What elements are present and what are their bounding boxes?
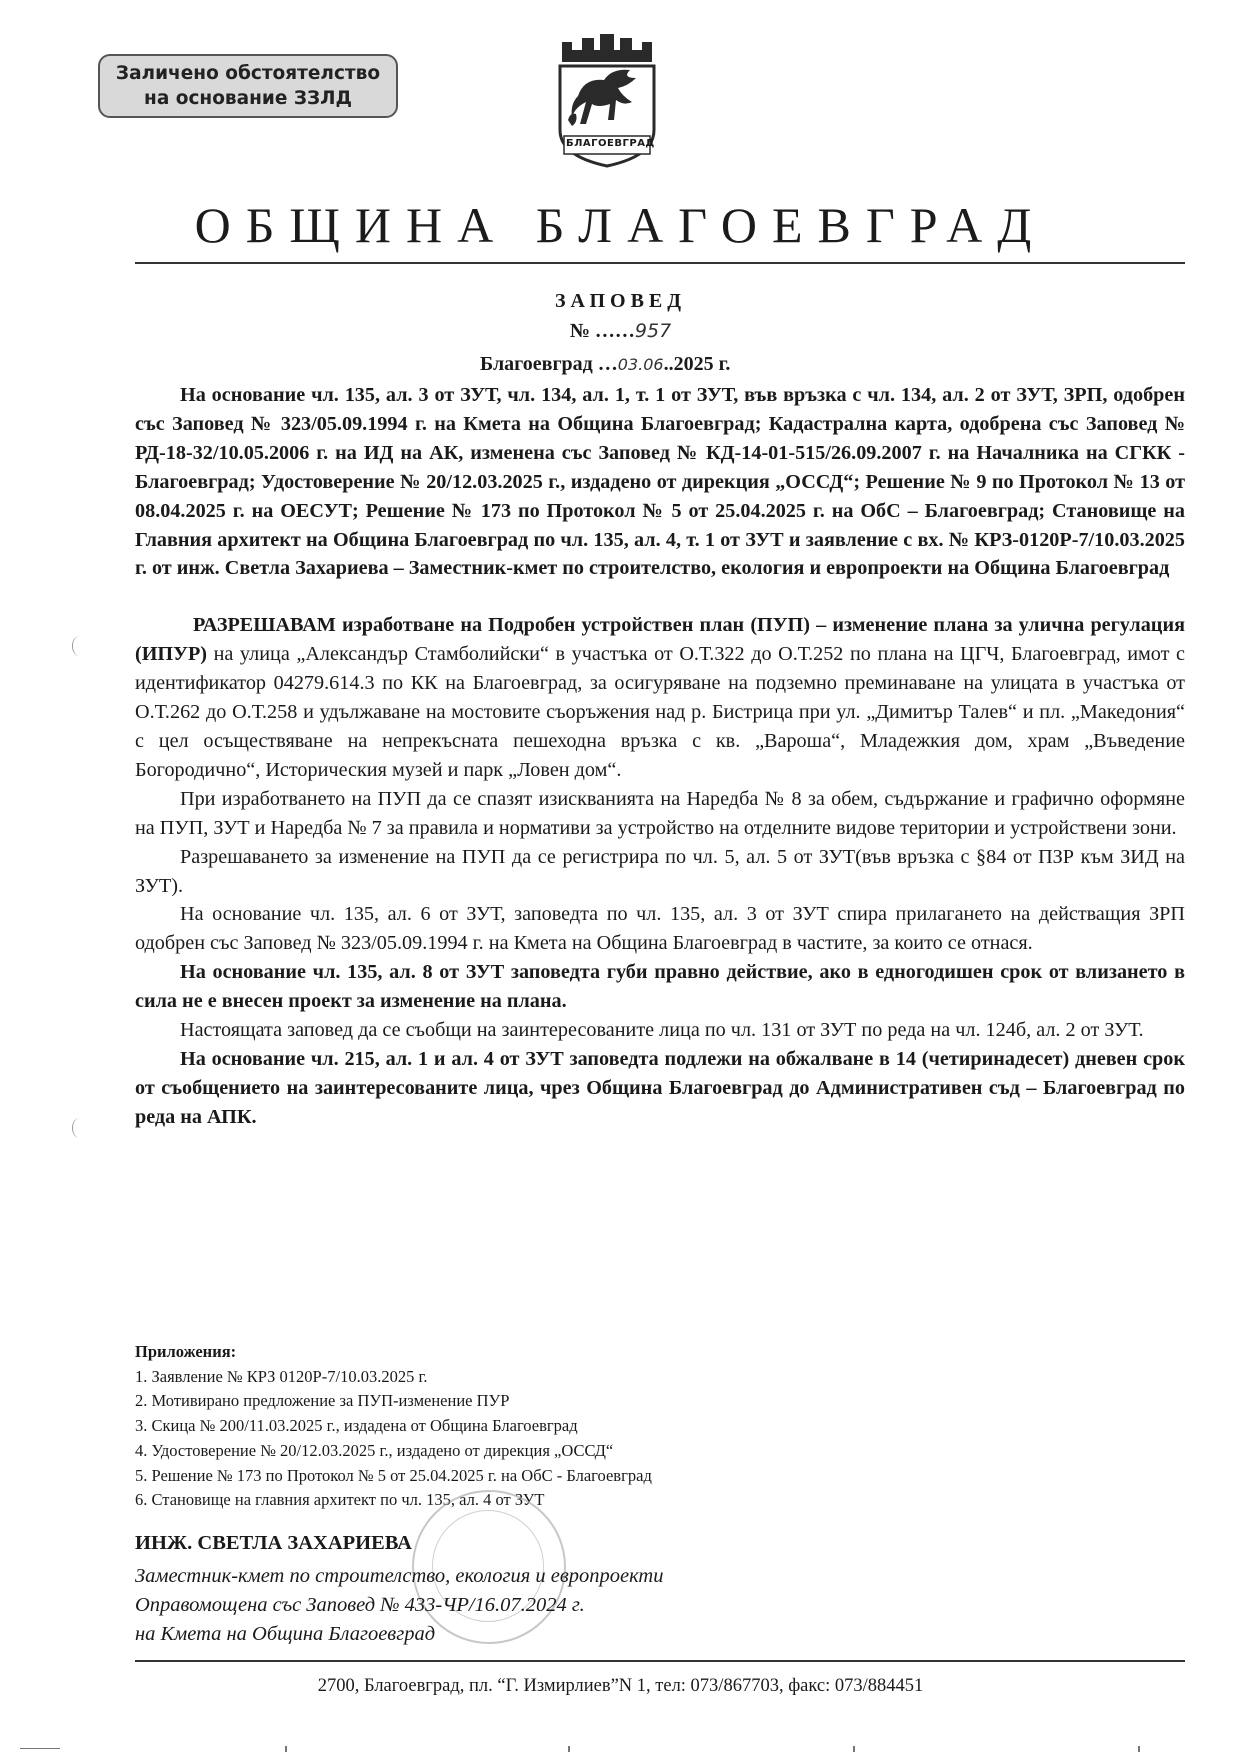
allow-text: на улица „Александър Стамболийски“ в участъка от О.Т.322 до О.Т.252 по плана на ЦГЧ, Благоевград, имот с идентификатор 04279.614.3 по КК на Благоевград, за осигуряване на подземно преминаване на улицата в участъка от О.Т.262 до О.Т.258 и удължаване на мостовите съоръжения над р. Бистрица при ул. „Димитър Талев“ и пл. „Македония“ с цел осъществяване на непрекъсната пешеходна връзка с кв. „Вароша“, Младежкия дом, храм „Въведение Богородично“, Историческия музей и парк „Ловен дом“. bbox=[135, 643, 1185, 781]
paragraph-5: На основание чл. 135, ал. 6 от ЗУТ, заповедта по чл. 135, ал. 3 от ЗУТ спира прилагането на действащия ЗРП одобрен със Заповед № 323/05.09.1994 г. на Кмета на Община Благоевград в частите, за които се отнася. bbox=[135, 903, 1185, 955]
signer-title-line: Заместник-кмет по строителство, екология и европроекти bbox=[135, 1565, 664, 1587]
attachments-heading: Приложения: bbox=[135, 1342, 237, 1361]
paragraph-8: На основание чл. 215, ал. 1 и ал. 4 от ЗУТ заповедта подлежи на обжалване в 14 (четиринадесет) дневен срок от съобщението на заинтересованите лица, чрез Община Благоевград до Административен съд – Благоевград по реда на АПК. bbox=[135, 1047, 1185, 1128]
signer-title-line: Оправомощена със Заповед № 433-ЧР/16.07.2024 г. bbox=[135, 1594, 585, 1616]
redaction-line-1: Заличено обстоятелство bbox=[115, 63, 381, 84]
paragraph-basis: На основание чл. 135, ал. 3 от ЗУТ, чл. 134, ал. 1, т. 1 от ЗУТ, във връзка с чл. 134, ал. 2 от ЗУТ, ЗРП, одобрен със Заповед № 323/05.09.1994 г. на Кмета на Община Благоевград; Кадастрална карта, одобрена със Заповед № РД-18-32/10.05.2006 г. на ИД на АК, изменена със Заповед № КД-14-01-515/26.09.2007 г. на Началника на СГКК - Благоевград; Удостоверение № 20/12.03.2025 г., издадено от дирекция „ОССД“; Решение № 9 по Протокол № 13 от 08.04.2025 г. на ОЕСУТ; Решение № 173 по Протокол № 5 от 25.04.2025 г. на ОбС – Благоевград; Становище на Главния архитект на Община Благоевград по чл. 135, ал. 4, т. 1 от ЗУТ и заявление с вх. № КРЗ-0120Р-7/10.03.2025 г. от инж. Светла Захариева – Заместник-кмет по строителство, екология и европроекти на Община Благоевград bbox=[135, 384, 1185, 580]
redaction-line-2: на основание ЗЗЛД bbox=[144, 88, 352, 109]
attachment-item: 4. Удостоверение № 20/12.03.2025 г., издадено от дирекция „ОССД“ bbox=[135, 1440, 614, 1460]
place-prefix: Благоевград … bbox=[480, 353, 618, 375]
header-divider bbox=[135, 262, 1185, 264]
order-place-date bbox=[480, 353, 730, 376]
paragraph-4: Разрешаването за изменение на ПУП да се регистрира по чл. 5, ал. 5 от ЗУТ(във връзка с §84 от ПЗР към ЗИД на ЗУТ). bbox=[135, 845, 1185, 897]
place-date: 03.06 bbox=[617, 355, 664, 374]
blagoevgrad-coat-of-arms-icon bbox=[548, 30, 666, 170]
org-name: ОБЩИНА БЛАГОЕВГРАД bbox=[194, 197, 1047, 253]
signer-name: ИНЖ. СВЕТЛА ЗАХАРИЕВА bbox=[135, 1532, 412, 1554]
document-title: ЗАПОВЕД bbox=[554, 290, 687, 312]
signer-titles bbox=[135, 1562, 663, 1649]
attachments-list bbox=[135, 1340, 935, 1513]
redaction-box bbox=[98, 54, 398, 118]
attachment-item: 3. Скица № 200/11.03.2025 г., издадена от Община Благоевград bbox=[135, 1416, 578, 1436]
paragraph-6: На основание чл. 135, ал. 8 от ЗУТ заповедта губи правно действие, ако в едногодишен срок от влизането в сила не е внесен проект за изменение на плана. bbox=[135, 961, 1185, 1013]
order-body bbox=[135, 381, 1185, 1132]
signer-title-line: на Кмета на Община Благоевград bbox=[135, 1623, 436, 1645]
order-number-value: 957 bbox=[634, 320, 672, 342]
allow-bold-part: РАЗРЕШАВАМ изработване на Подробен устройствен план (ПУП) – изменение плана за улична регулация (ИПУР) bbox=[135, 614, 1185, 666]
place-suffix: ..2025 г. bbox=[663, 353, 731, 375]
footer-address: 2700, Благоевград, пл. “Г. Измирлиев”N 1, тел: 073/867703, факс: 073/884451 bbox=[317, 1676, 924, 1696]
attachment-item: 6. Становище на главния архитект по чл. 135, ал. 4 от ЗУТ bbox=[135, 1490, 545, 1510]
order-number bbox=[0, 320, 1241, 343]
attachment-item: 1. Заявление № КРЗ 0120Р-7/10.03.2025 г. bbox=[135, 1366, 428, 1386]
paragraph-allow bbox=[135, 611, 1185, 784]
scan-mark bbox=[72, 636, 87, 656]
order-number-prefix: № …… bbox=[569, 320, 635, 342]
attachment-item: 5. Решение № 173 по Протокол № 5 от 25.04.2025 г. на ОбС - Благоевград bbox=[135, 1465, 652, 1485]
crest-caption: БЛАГОЕВГРАД bbox=[566, 138, 655, 149]
paragraph-3: При изработването на ПУП да се спазят изискванията на Наредба № 8 за обем, съдържание и графично оформяне на ПУП, ЗУТ и Наредба № 7 за правила и нормативи за устройство на отделните видове територии и устройствени зони. bbox=[135, 787, 1185, 839]
scan-mark bbox=[72, 1118, 87, 1138]
paragraph-7: Настоящата заповед да се съобщи на заинтересованите лица по чл. 131 от ЗУТ по реда на чл. 124б, ал. 2 от ЗУТ. bbox=[180, 1019, 1144, 1042]
scan-edge-dots bbox=[0, 1746, 1241, 1754]
footer-divider bbox=[135, 1660, 1185, 1662]
attachment-item: 2. Мотивирано предложение за ПУП-изменение ПУР bbox=[135, 1391, 510, 1411]
